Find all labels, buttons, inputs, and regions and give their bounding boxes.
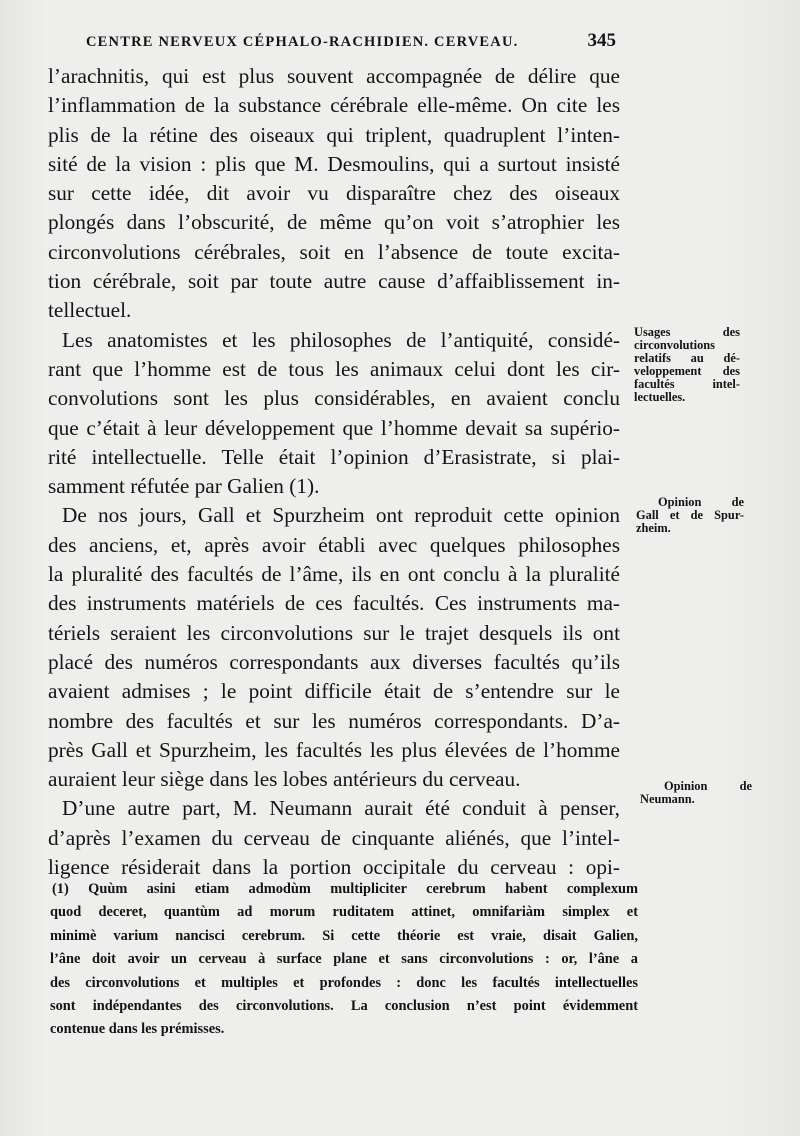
page-header bbox=[86, 32, 616, 54]
text-line: samment réfutée par Galien (1). bbox=[48, 474, 320, 499]
text-line: nombre des facultés et sur les numéros correspondants. D’a- bbox=[48, 708, 620, 733]
margin-note-line: Opinion de bbox=[658, 495, 744, 509]
text-line: rant que l’homme est de tous les animaux celui dont les cir- bbox=[48, 356, 620, 381]
text-line: l’inflammation de la substance cérébrale elle-même. On cite les bbox=[48, 93, 620, 118]
margin-note-gall bbox=[636, 496, 744, 535]
text-line: convolutions sont les plus considérables, en avaient conclu bbox=[48, 386, 620, 411]
text-line: sur cette idée, dit avoir vu disparaître chez des oiseaux bbox=[48, 181, 620, 206]
text-line: rité intellectuelle. Telle était l’opinion d’Erasistrate, si plai- bbox=[48, 444, 620, 469]
text-line: placé des numéros correspondants aux diverses facultés qu’ils bbox=[48, 649, 620, 674]
footnote-line: contenue dans les prémisses. bbox=[50, 1021, 225, 1038]
text-line: ligence résiderait dans la portion occipitale du cerveau : opi- bbox=[48, 855, 620, 880]
footnote-line: (1) Quùm asini etiam admodùm multipliciter cerebrum habent complexum bbox=[52, 881, 638, 897]
margin-note-line: Usages des bbox=[634, 325, 740, 339]
text-line: plis de la rétine des oiseaux qui triplent, quadruplent l’inten- bbox=[48, 122, 620, 147]
text-line: De nos jours, Gall et Spurzheim ont reproduit cette opinion bbox=[62, 503, 620, 528]
text-line: d’après l’examen du cerveau de cinquante aliénés, que l’intel- bbox=[48, 825, 620, 850]
text-line: plongés dans l’obscurité, de même qu’on voit s’atrophier les bbox=[48, 210, 620, 235]
margin-note-line: zheim. bbox=[636, 521, 671, 535]
paragraph bbox=[48, 326, 620, 502]
footnote bbox=[50, 878, 638, 1042]
text-line: Les anatomistes et les philosophes de l’antiquité, considé- bbox=[62, 327, 620, 352]
text-line: circonvolutions cérébrales, soit en l’absence de toute excita- bbox=[48, 239, 620, 264]
footnote-line: sont indépendantes des circonvolutions. La conclusion n’est point évidemment bbox=[50, 998, 638, 1015]
text-line: avaient admises ; le point difficile était de s’entendre sur le bbox=[48, 679, 620, 704]
text-line: près Gall et Spurzheim, les facultés les plus élevées de l’homme bbox=[48, 737, 620, 762]
paragraph bbox=[48, 62, 620, 326]
paragraph bbox=[48, 794, 620, 882]
footnote-line: des circonvolutions et multiples et profondes : donc les facultés intellectuelles bbox=[50, 974, 638, 991]
text-line: sité de la vision : plis que M. Desmoulins, qui a surtout insisté bbox=[48, 151, 620, 176]
text-line: auraient leur siège dans les lobes antérieurs du cerveau. bbox=[48, 767, 521, 792]
page-number: 345 bbox=[587, 30, 616, 51]
margin-note-neumann bbox=[640, 780, 752, 806]
text-line: l’arachnitis, qui est plus souvent accompagnée de délire que bbox=[48, 64, 620, 88]
footnote-line: quod deceret, quantùm ad morum ruditatem attinet, omnifariàm simplex et bbox=[50, 904, 638, 921]
text-line: tellectuel. bbox=[48, 298, 132, 323]
text-line: D’une autre part, M. Neumann aurait été conduit à penser, bbox=[62, 796, 620, 821]
main-text bbox=[48, 62, 620, 882]
margin-note-line: Gall et de Spur- bbox=[636, 508, 744, 522]
footnote-line: minimè varium nancisci cerebrum. Si cette théorie est vraie, disait Galien, bbox=[50, 927, 638, 944]
running-head: CENTRE NERVEUX CÉPHALO-RACHIDIEN. CERVEAU. bbox=[86, 34, 519, 50]
footnote-line: l’âne doit avoir un cerveau à surface plane et sans circonvolutions : or, l’âne a bbox=[50, 951, 638, 968]
margin-note-usages bbox=[634, 326, 740, 404]
margin-note-line: circonvolutions bbox=[634, 338, 716, 352]
margin-note-line: Opinion de bbox=[664, 779, 752, 793]
margin-note-line: facultés intel- bbox=[634, 377, 740, 391]
margin-note-line: Neumann. bbox=[640, 792, 695, 806]
text-line: des instruments matériels de ces facultés. Ces instruments ma- bbox=[48, 591, 620, 616]
margin-note-line: lectuelles. bbox=[634, 390, 686, 404]
text-line: des anciens, et, après avoir établi avec quelques philosophes bbox=[48, 532, 620, 557]
text-line: tion cérébrale, soit par toute autre cause d’affaiblissement in- bbox=[48, 269, 620, 294]
text-line: tériels seraient les circonvolutions sur le trajet desquels ils ont bbox=[48, 620, 620, 645]
text-line: que c’était à leur développement que l’homme devait sa supério- bbox=[48, 415, 620, 440]
text-line: la pluralité des facultés de l’âme, ils en ont conclu à la pluralité bbox=[48, 562, 620, 587]
margin-note-line: veloppement des bbox=[634, 364, 740, 378]
paragraph bbox=[48, 501, 620, 794]
margin-note-line: relatifs au dé- bbox=[634, 351, 740, 365]
